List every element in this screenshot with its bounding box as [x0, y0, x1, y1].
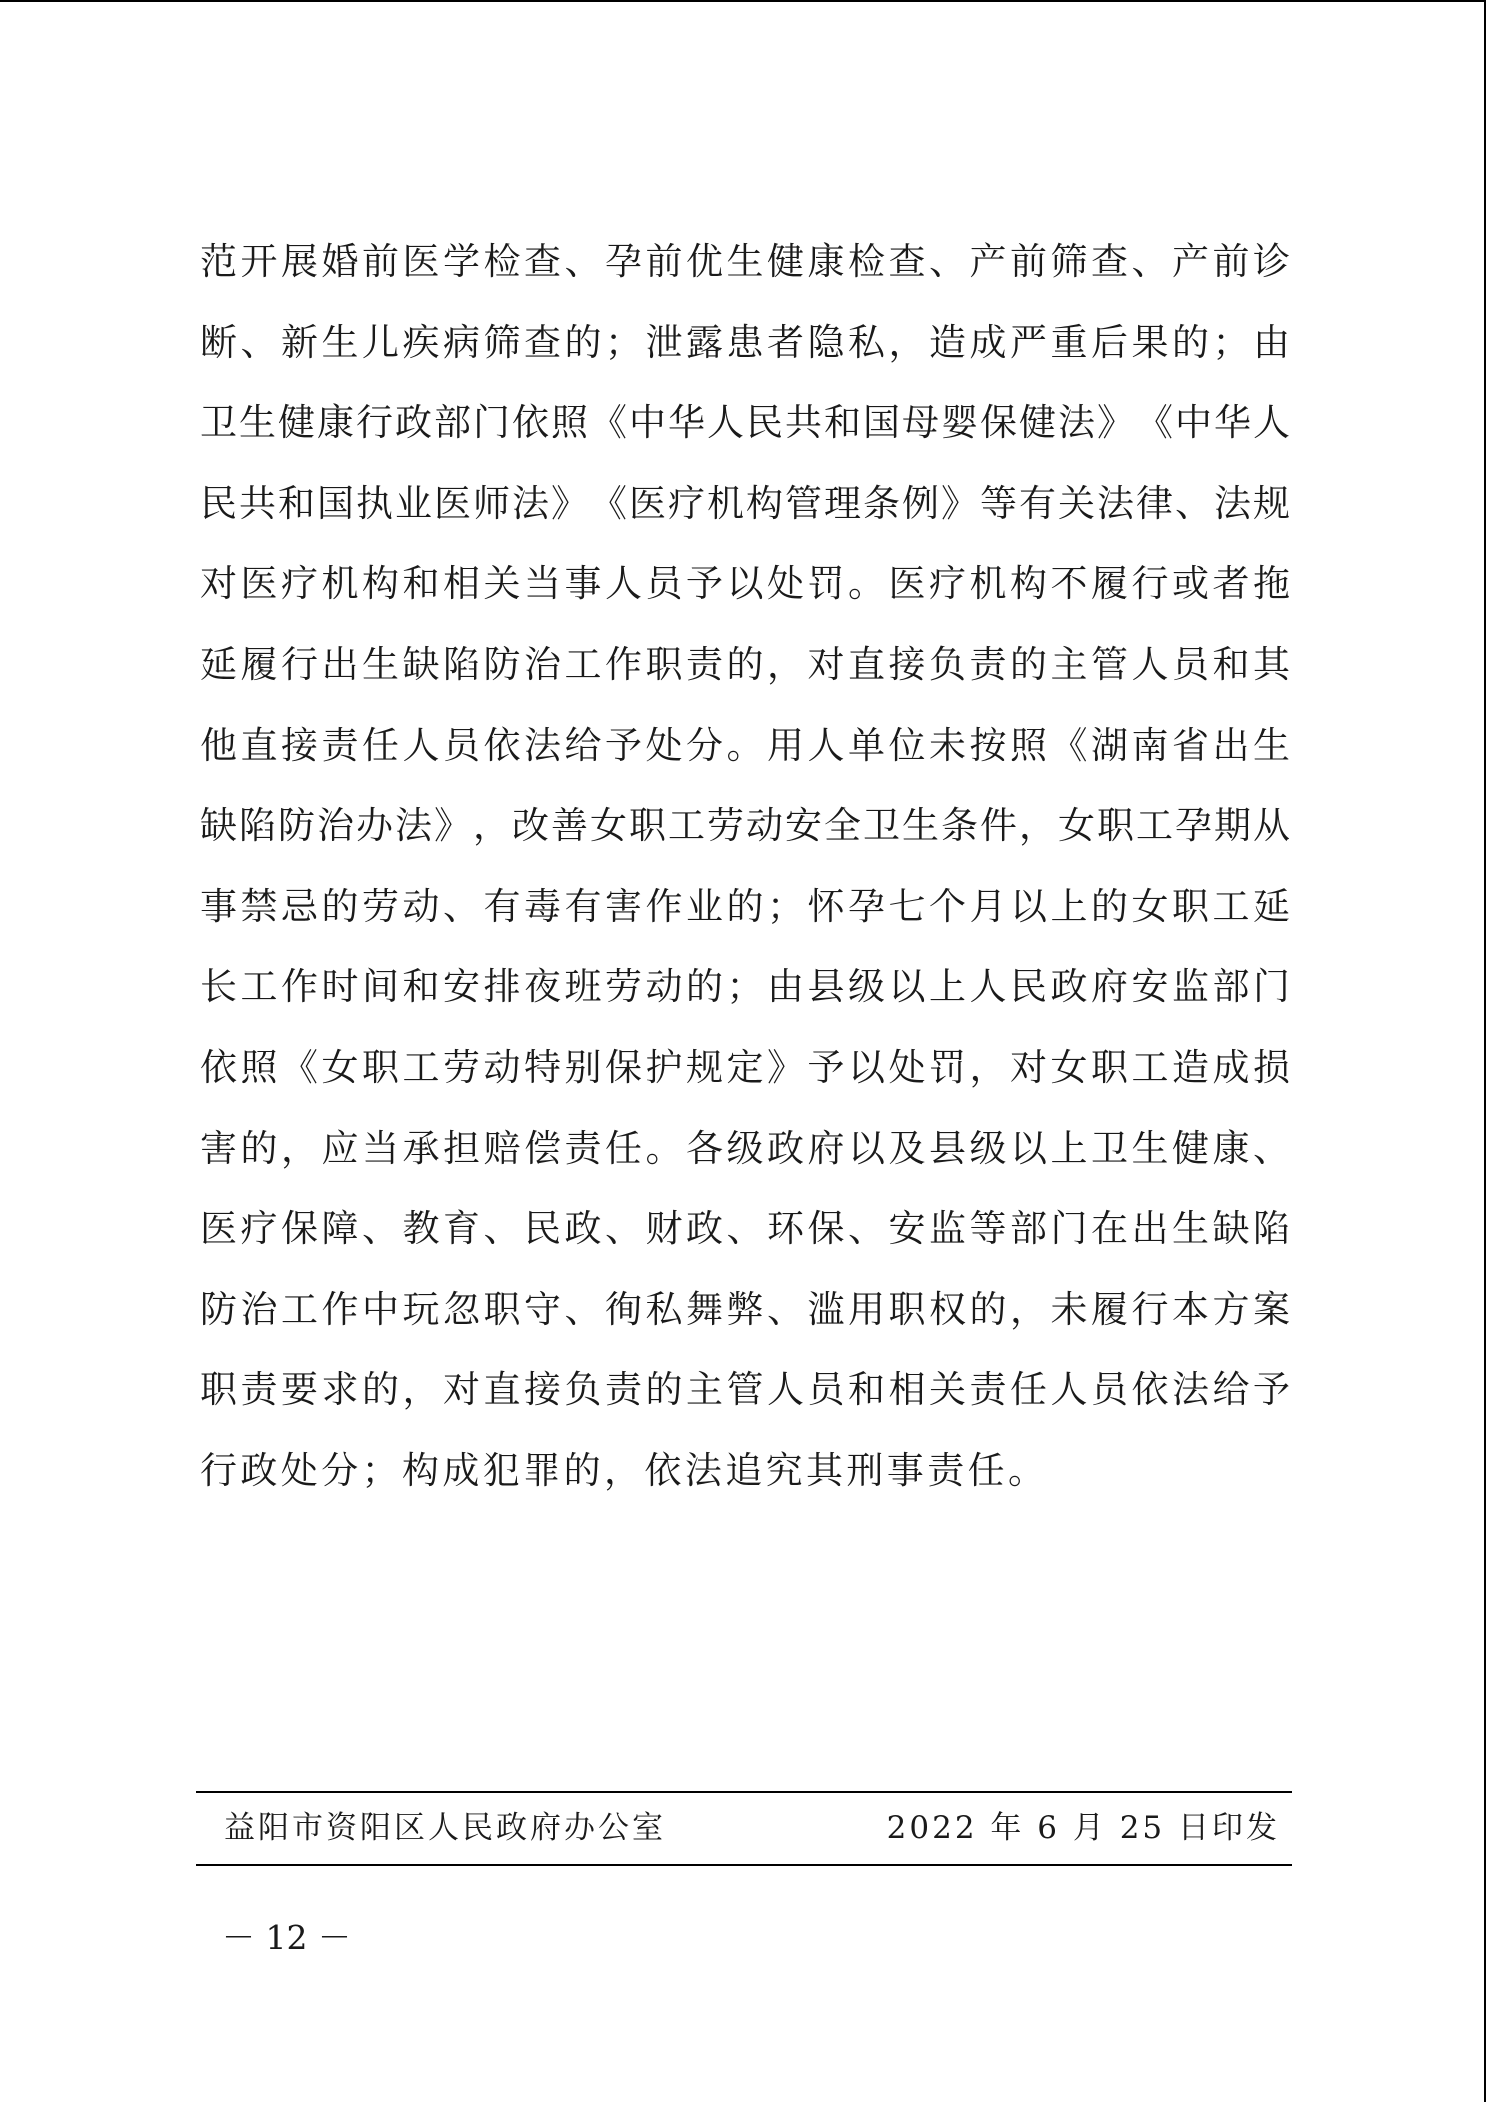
page-number: － 12 －: [222, 1918, 351, 1957]
body-line: 害 的 ， 应 当 承 担 赔 偿 责 任 。 各 级 政 府 以 及 县 级 以 上 卫 生 健 康 、: [200, 1126, 1290, 1170]
body-line: 职 责 要 求 的 ， 对 直 接 负 责 的 主 管 人 员 和 相 关 责 任 人 员 依 法 给 予: [200, 1368, 1290, 1412]
body-line: 民 共 和 国 执 业 医 师 法 》 《 医 疗 机 构 管 理 条 例 》 等 有 关 法 律 、 法 规: [200, 481, 1290, 525]
body-line: 延 履 行 出 生 缺 陷 防 治 工 作 职 责 的 ， 对 直 接 负 责 的 主 管 人 员 和 其: [200, 642, 1290, 686]
body-line: 缺 陷 防 治 办 法 》 ， 改 善 女 职 工 劳 动 安 全 卫 生 条 件 ， 女 职 工 孕 期 从: [200, 804, 1290, 848]
imprint-top-rule: [196, 1791, 1292, 1793]
body-line: 长 工 作 时 间 和 安 排 夜 班 劳 动 的 ； 由 县 级 以 上 人 民 政 府 安 监 部 门: [200, 965, 1290, 1009]
body-line: 医 疗 保 障 、 教 育 、 民 政 、 财 政 、 环 保 、 安 监 等 部 门 在 出 生 缺 陷: [200, 1207, 1290, 1251]
body-line: 他 直 接 责 任 人 员 依 法 给 予 处 分 。 用 人 单 位 未 按 照 《 湖 南 省 出 生: [200, 723, 1290, 767]
imprint-office: 益阳市资阳区人民政府办公室: [224, 1810, 666, 1846]
body-line: 对 医 疗 机 构 和 相 关 当 事 人 员 予 以 处 罚 。 医 疗 机 构 不 履 行 或 者 拖: [200, 562, 1290, 606]
body-line: 事 禁 忌 的 劳 动 、 有 毒 有 害 作 业 的 ； 怀 孕 七 个 月 以 上 的 女 职 工 延: [200, 884, 1290, 928]
body-line: 防 治 工 作 中 玩 忽 职 守 、 徇 私 舞 弊 、 滥 用 职 权 的 ， 未 履 行 本 方 案: [200, 1287, 1290, 1331]
body-line: 断 、 新 生 儿 疾 病 筛 查 的 ； 泄 露 患 者 隐 私 ， 造 成 严 重 后 果 的 ； 由: [200, 320, 1290, 364]
body-line-last: 行政处分；构成犯罪的，依法追究其刑事责任。: [200, 1448, 1049, 1492]
body-line: 卫 生 健 康 行 政 部 门 依 照 《 中 华 人 民 共 和 国 母 婴 保 健 法 》 《 中 华 人: [200, 401, 1290, 445]
body-text: [200, 222, 1290, 1512]
imprint-date: 2022 年 6 月 25 日印发: [886, 1810, 1280, 1846]
imprint-bottom-rule: [196, 1864, 1292, 1866]
body-line: 范 开 展 婚 前 医 学 检 查 、 孕 前 优 生 健 康 检 查 、 产 前 筛 查 、 产 前 诊: [200, 240, 1290, 283]
body-line: 依 照 《 女 职 工 劳 动 特 别 保 护 规 定 》 予 以 处 罚 ， 对 女 职 工 造 成 损: [200, 1045, 1290, 1089]
